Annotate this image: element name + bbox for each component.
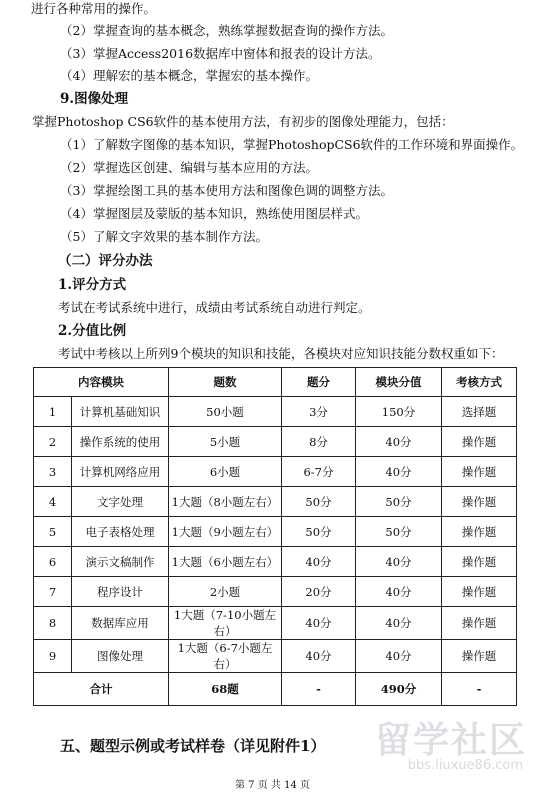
list-item: （1）了解数字图像的基本知识，掌握PhotoshopCS6软件的工作环境和界面操作。 — [60, 137, 524, 152]
table-row — [34, 397, 517, 427]
cell-method: 操作题 — [442, 487, 517, 517]
header-module: 内容模块 — [34, 368, 169, 397]
section-heading-scoring: （二）评分办法 — [58, 253, 153, 269]
cell-module: 操作系统的使用 — [72, 427, 169, 457]
cell-module: 计算机网络应用 — [72, 457, 169, 487]
body-line: 考试中考核以上所列9个模块的知识和技能，各模块对应知识技能分数权重如下： — [58, 346, 504, 361]
cell-method: 操作题 — [442, 607, 517, 640]
watermark-url: bbs.liuxue86.com — [407, 758, 523, 773]
table-header-row — [34, 368, 517, 397]
list-item: （3）掌握Access2016数据库中窗体和报表的设计方法。 — [60, 46, 381, 61]
cell-score: 40分 — [282, 640, 356, 673]
cell-module: 计算机基础知识 — [72, 397, 169, 427]
cell-module: 演示文稿制作 — [72, 547, 169, 577]
cell-module: 电子表格处理 — [72, 517, 169, 547]
cell-method: 操作题 — [442, 640, 517, 673]
subheading-scoring-method: 1.评分方式 — [58, 277, 127, 293]
cell-module-score: 40分 — [356, 547, 442, 577]
table-row — [34, 457, 517, 487]
cell-index: 4 — [34, 487, 72, 517]
list-item: （5）了解文字效果的基本制作方法。 — [60, 229, 268, 244]
cell-module-score: 40分 — [356, 577, 442, 607]
cell-method: 操作题 — [442, 457, 517, 487]
cell-score: 50分 — [282, 487, 356, 517]
cell-score: 3分 — [282, 397, 356, 427]
header-module-score: 模块分值 — [356, 368, 442, 397]
list-item: （4）理解宏的基本概念，掌握宏的基本操作。 — [60, 68, 318, 83]
cell-module: 图像处理 — [72, 640, 169, 673]
page-number: 第 7 页 共 14 页 — [235, 780, 310, 791]
list-item: （3）掌握绘图工具的基本使用方法和图像色调的调整方法。 — [60, 183, 393, 198]
body-line: 进行各种常用的操作。 — [31, 1, 157, 16]
table-row — [34, 517, 517, 547]
watermark-logo — [363, 712, 533, 782]
total-method: - — [442, 673, 517, 706]
score-table — [33, 367, 517, 706]
cell-module: 程序设计 — [72, 577, 169, 607]
cell-index: 2 — [34, 427, 72, 457]
header-assessment-method: 考核方式 — [442, 368, 517, 397]
cell-count: 1大题（8小题左右） — [169, 487, 282, 517]
table-row — [34, 547, 517, 577]
cell-score: 8分 — [282, 427, 356, 457]
table-total-row — [34, 673, 517, 706]
cell-module-score: 150分 — [356, 397, 442, 427]
total-score: - — [282, 673, 356, 706]
table-row — [34, 427, 517, 457]
list-item: （2）掌握选区创建、编辑与基本应用的方法。 — [60, 160, 318, 175]
cell-count: 1大题（6-7小题左右） — [169, 640, 282, 673]
cell-module-score: 40分 — [356, 607, 442, 640]
watermark-text: 留学社区 — [374, 720, 527, 761]
table-row — [34, 607, 517, 640]
cell-index: 8 — [34, 607, 72, 640]
cell-method: 操作题 — [442, 577, 517, 607]
cell-module-score: 50分 — [356, 487, 442, 517]
cell-method: 操作题 — [442, 517, 517, 547]
cell-method: 选择题 — [442, 397, 517, 427]
cell-count: 6小题 — [169, 457, 282, 487]
cell-count: 1大题（6小题左右） — [169, 547, 282, 577]
cell-module: 文字处理 — [72, 487, 169, 517]
cell-score: 50分 — [282, 517, 356, 547]
cell-index: 1 — [34, 397, 72, 427]
section-heading-sample-paper: 五、题型示例或考试样卷（详见附件1） — [60, 737, 326, 755]
cell-module-score: 40分 — [356, 457, 442, 487]
cell-count: 2小题 — [169, 577, 282, 607]
cell-module-score: 50分 — [356, 517, 442, 547]
cell-index: 9 — [34, 640, 72, 673]
list-item: （2）掌握查询的基本概念，熟练掌握数据查询的操作方法。 — [60, 23, 393, 38]
cell-method: 操作题 — [442, 547, 517, 577]
body-line: 考试在考试系统中进行，成绩由考试系统自动进行判定。 — [58, 300, 371, 315]
section-heading-image-processing: 9.图像处理 — [60, 91, 129, 107]
cell-count: 1大题（7-10小题左右） — [169, 607, 282, 640]
cell-score: 20分 — [282, 577, 356, 607]
list-item: （4）掌握图层及蒙版的基本知识，熟练使用图层样式。 — [60, 206, 368, 221]
cell-score: 6-7分 — [282, 457, 356, 487]
cell-index: 6 — [34, 547, 72, 577]
total-label: 合计 — [34, 673, 169, 706]
cell-count: 1大题（9小题左右） — [169, 517, 282, 547]
cell-score: 40分 — [282, 607, 356, 640]
cell-index: 7 — [34, 577, 72, 607]
cell-module-score: 40分 — [356, 427, 442, 457]
cell-module-score: 40分 — [356, 640, 442, 673]
total-module-score: 490分 — [356, 673, 442, 706]
table-row — [34, 577, 517, 607]
cell-module: 数据库应用 — [72, 607, 169, 640]
body-line: 掌握Photoshop CS6软件的基本使用方法，有初步的图像处理能力，包括： — [32, 114, 454, 129]
cell-count: 5小题 — [169, 427, 282, 457]
table-row — [34, 487, 517, 517]
cell-count: 50小题 — [169, 397, 282, 427]
subheading-score-ratio: 2.分值比例 — [58, 323, 127, 339]
cell-index: 5 — [34, 517, 72, 547]
header-question-score: 题分 — [282, 368, 356, 397]
header-question-count: 题数 — [169, 368, 282, 397]
cell-method: 操作题 — [442, 427, 517, 457]
cell-score: 40分 — [282, 547, 356, 577]
cell-index: 3 — [34, 457, 72, 487]
table-row — [34, 640, 517, 673]
total-count: 68题 — [169, 673, 282, 706]
